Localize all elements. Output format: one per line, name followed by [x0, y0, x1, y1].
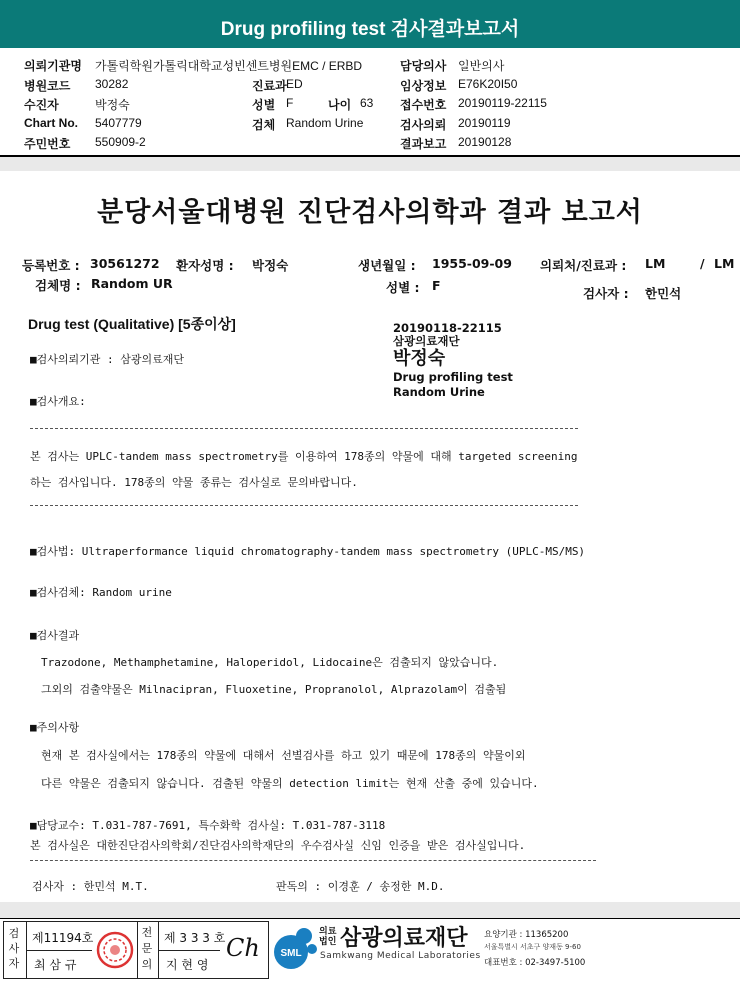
patient-name-label: 환자성명 :	[176, 258, 234, 273]
box-hline-2	[158, 950, 220, 951]
examiner-value: 한민석	[645, 286, 682, 301]
reg-no-label: 등록번호 :	[22, 258, 80, 273]
sex-value: F	[432, 278, 441, 293]
label-hospital-code: 병원코드	[24, 79, 71, 93]
lab-address: 서울특별시 서초구 양재동 9-60	[484, 943, 581, 951]
banner-title: Drug profiling test 검사결과보고서	[220, 19, 520, 40]
value-hospital-code: 30282	[95, 77, 129, 91]
contact-line: ■담당교수: T.031-787-7691, 특수화학 검사실: T.031-787-3118	[30, 819, 386, 832]
sex-label: 성별 :	[386, 280, 420, 295]
label-request-date: 검사의뢰	[400, 118, 447, 132]
label-chart-no: Chart No.	[24, 116, 78, 130]
lab-phone: 대표번호 : 02-3497-5100	[484, 958, 586, 968]
license-2: 제 3 3 3 호	[164, 931, 226, 945]
value-institution: 가톨릭학원가톨릭대학교성빈센트병원EMC / ERBD	[95, 59, 363, 73]
stamp-test: Drug profiling test	[393, 370, 513, 384]
specimen-value: Random UR	[91, 276, 173, 291]
stamp-receipt: 20190118-22115	[393, 321, 502, 335]
dash-line-1	[30, 428, 578, 429]
value-clinical-info: E76K20I50	[458, 77, 518, 91]
dob-value: 1955-09-09	[432, 256, 512, 271]
grey-band-top	[0, 157, 740, 171]
logo-name: 삼광의료재단	[340, 926, 468, 951]
label-patient: 수진자	[24, 98, 59, 112]
label-receipt-no: 접수번호	[400, 98, 447, 112]
stamp-specimen: Random Urine	[393, 385, 485, 399]
name-1: 최 삼 규	[34, 958, 77, 972]
overview-line-1: 본 검사는 UPLC-tandem mass spectrometry를 이용하여 178종의 약물에 대해 targeted screening	[30, 450, 578, 463]
report-title: 분당서울대병원 진단검사의학과 결과 보고서	[97, 197, 643, 228]
label-clinical-info: 임상정보	[400, 79, 447, 93]
value-request-date: 20190119	[458, 116, 511, 130]
value-specimen: Random Urine	[286, 116, 364, 130]
certification-line: 본 검사실은 대한진단검사의학회/진단검사의학재단의 우수검사실 신임 인증을 받은 검사실입니다.	[30, 839, 526, 852]
caution-heading: ■주의사항	[30, 721, 80, 734]
examiner-label: 검사자 :	[583, 286, 629, 301]
label-institution: 의뢰기관명	[24, 59, 82, 73]
label-doctor: 담당의사	[400, 59, 447, 73]
dept-value-1: LM	[645, 256, 666, 271]
dob-label: 생년월일 :	[358, 258, 416, 273]
specimen-stamp	[393, 322, 513, 399]
value-sex: F	[286, 96, 294, 110]
value-patient: 박정숙	[95, 98, 130, 112]
dept-label: 의뢰처/진료과 :	[540, 258, 627, 273]
dept-sep: /	[700, 256, 705, 271]
stamp-patient: 박정숙	[393, 348, 446, 369]
caution-line-2: 다른 약물은 검출되지 않습니다. 검출된 약물의 detection limit는 현재 산출 중에 있습니다.	[41, 777, 539, 790]
stamp-lab: 삼광의료재단	[393, 334, 460, 348]
label-report-date: 결과보고	[400, 137, 447, 151]
license-1: 제11194호	[32, 931, 94, 945]
logo-prefix	[319, 927, 336, 947]
signature: Ch	[226, 934, 260, 962]
requester-line: ■검사의뢰기관 : 삼광의료재단	[30, 353, 185, 366]
value-report-date: 20190128	[458, 135, 512, 149]
value-doctor: 일반의사	[458, 59, 505, 73]
label-resident-no: 주민번호	[24, 137, 71, 151]
col2-label: 전문의	[141, 926, 153, 971]
box-hline-1	[26, 950, 92, 951]
sml-logo-icon	[270, 922, 320, 972]
seal-stamp-icon	[95, 930, 135, 970]
specimen-line: ■검사검체: Random urine	[30, 586, 172, 599]
reg-no-value: 30561272	[90, 256, 160, 271]
report-banner	[0, 0, 740, 48]
footer-divider	[0, 918, 740, 919]
caution-line-1: 현재 본 검사실에서는 178종의 약물에 대해서 선별검사를 하고 있기 때문에 178종의 약물이외	[41, 749, 526, 762]
label-department: 진료과	[252, 79, 287, 93]
dash-line-3	[30, 860, 596, 861]
method-line: ■검사법: Ultraperformance liquid chromatography-tandem mass spectrometry (UPLC-MS/MS)	[30, 545, 586, 558]
signature-box	[3, 921, 269, 979]
logo-english: Samkwang Medical Laboratories	[320, 951, 481, 961]
result-line-2: 그외의 검출약물은 Milnacipran, Fluoxetine, Propranolol, Alprazolam이 검출됨	[41, 683, 507, 696]
label-sex: 성별	[252, 98, 276, 112]
label-specimen: 검체	[252, 118, 276, 132]
logo-prefix-1: 의료	[319, 927, 337, 937]
specimen-label: 검체명 :	[35, 278, 81, 293]
value-chart-no: 5407779	[95, 116, 142, 130]
overview-heading: ■검사개요:	[30, 395, 86, 408]
name-2: 지 현 영	[166, 958, 209, 972]
logo-prefix-2: 법인	[319, 937, 337, 947]
box-divider-2	[137, 922, 138, 978]
value-resident-no: 550909-2	[95, 135, 146, 149]
dept-value-2: LM	[714, 256, 735, 271]
result-line-1: Trazodone, Methamphetamine, Haloperidol, Lidocaine은 검출되지 않았습니다.	[41, 656, 499, 669]
col1-label: 검사자	[8, 927, 20, 970]
logo-badge: SML	[280, 948, 302, 959]
value-age: 63	[360, 96, 374, 110]
examiner-line: 검사자 : 한민석 M.T.	[32, 880, 149, 893]
overview-line-2: 하는 검사입니다. 178종의 약물 종류는 검사실로 문의바랍니다.	[30, 476, 358, 489]
dash-line-2	[30, 505, 578, 506]
value-receipt-no: 20190119-22115	[458, 96, 547, 110]
test-name: Drug test (Qualitative) [5종이상]	[28, 316, 236, 332]
result-heading: ■검사결과	[30, 629, 80, 642]
reader-line: 판독의 : 이경훈 / 송정한 M.D.	[276, 880, 445, 893]
label-age: 나이	[328, 98, 352, 112]
value-department: ED	[286, 77, 303, 91]
institution-code: 요양기관 : 11365200	[484, 930, 569, 940]
grey-band-bottom	[0, 902, 740, 918]
patient-name-value: 박정숙	[252, 258, 289, 273]
